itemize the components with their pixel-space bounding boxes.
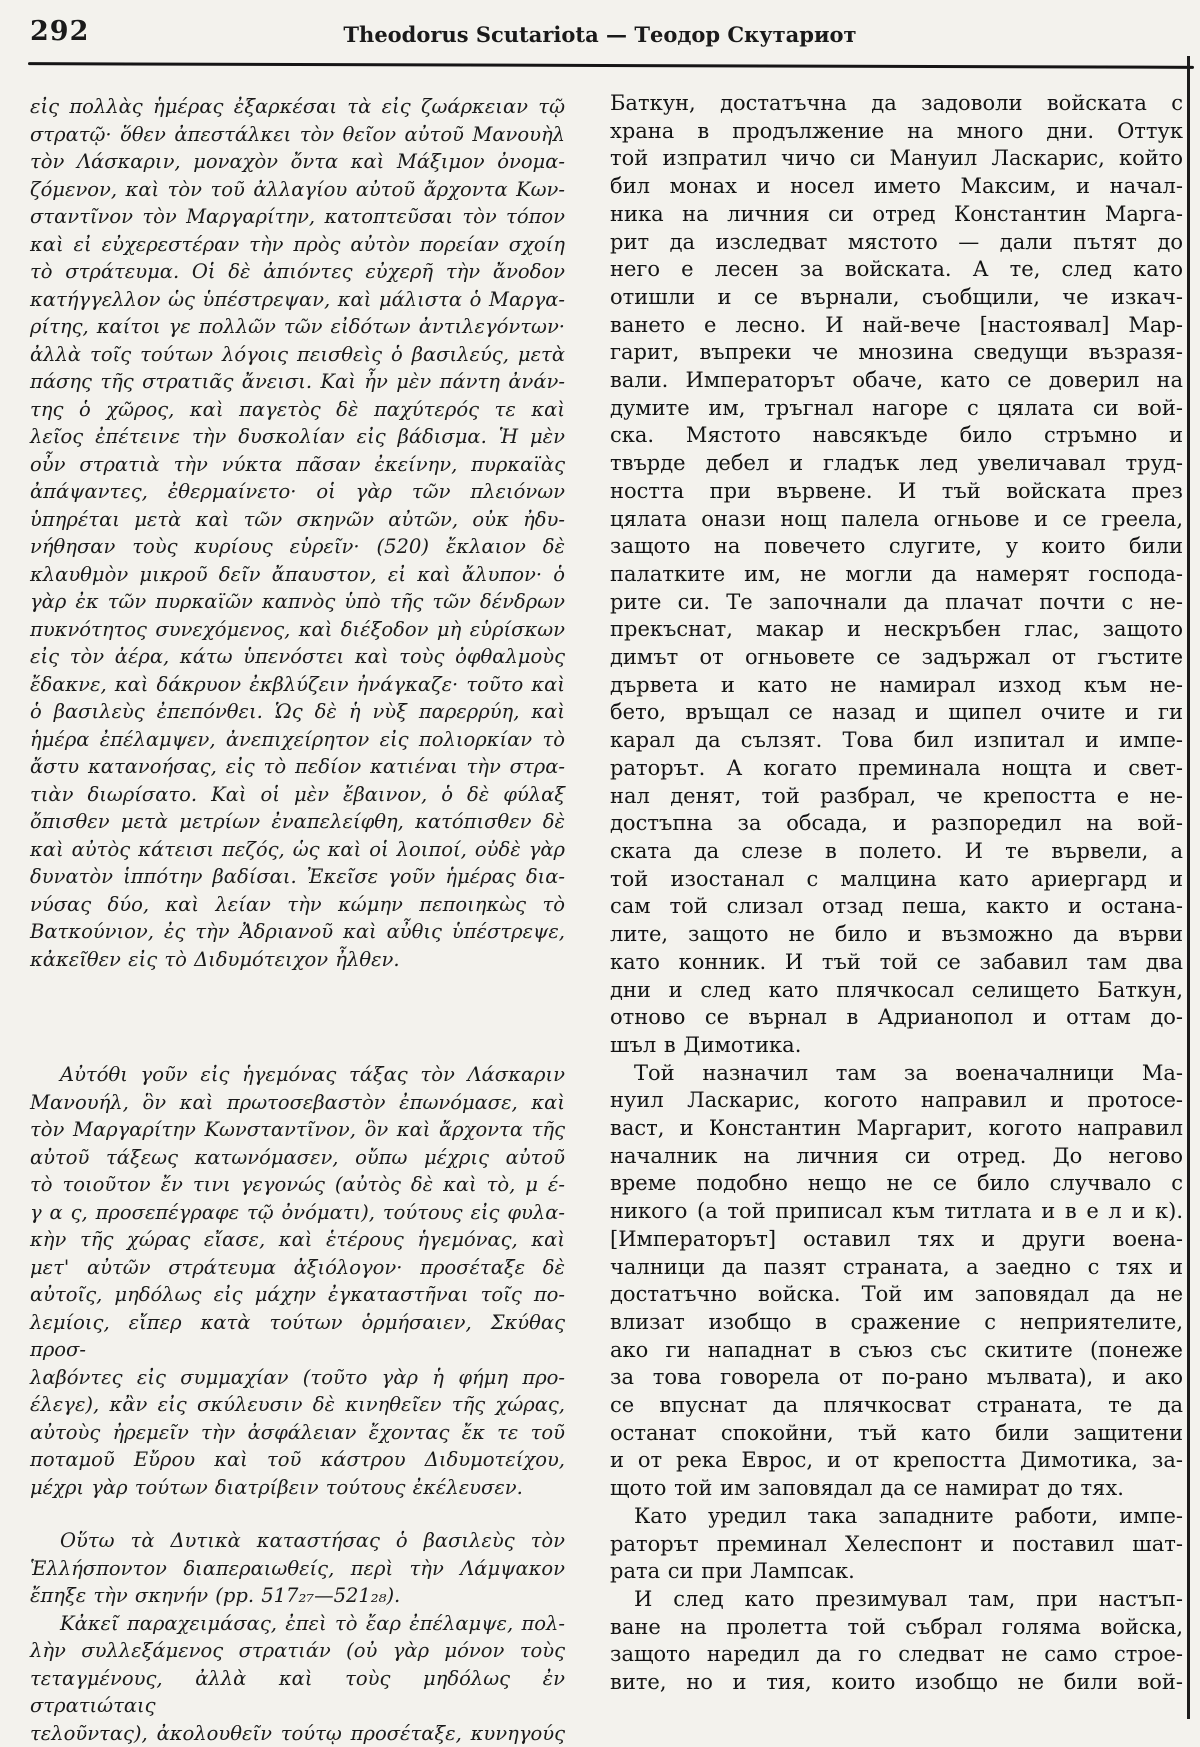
- text-line: бил монах и носел името Максим, и начал-: [610, 173, 1183, 201]
- text-line: началник на личния си отред. До негово: [610, 1143, 1183, 1171]
- text-line: Αὐτόθι γοῦν εἰς ἡγεμόνας τάξας τὸν Λάσκαριν: [30, 1061, 565, 1089]
- text-line: Като уредил така западните работи, импе-: [610, 1503, 1183, 1531]
- text-line: никого (а той приписал към титлата и в е л и к).: [610, 1198, 1183, 1226]
- text-line: лите, защото не било и възможно да върви: [610, 921, 1183, 949]
- text-line: πάσης τῆς στρατιᾶς ἄνεισι. Καὶ ἦν μὲν πάντη ἀνάν-: [30, 368, 565, 396]
- text-line: нал денят, той разбрал, че крепостта е не-: [610, 783, 1183, 811]
- paragraph: [610, 90, 1183, 1060]
- text-line: τιὰν διωρίσατο. Καὶ οἱ μὲν ἔβαινον, ὁ δὲ φύλαξ: [30, 781, 565, 809]
- text-line: καὶ εἰ εὐχερεστέραν τὴν πρὸς αὐτὸν πορείαν σχοίη: [30, 231, 565, 259]
- text-line: Той назначил там за военачалници Ма-: [610, 1060, 1183, 1088]
- text-line: της ὁ χῶρος, καὶ παγετὸς δὲ παχύτερός τε καὶ: [30, 396, 565, 424]
- text-line: οὖν στρατιὰ τὴν νύκτα πᾶσαν ἐκείνην, πυρκαϊὰς: [30, 451, 565, 479]
- text-line: ване на пролетта той събрал голяма войска,: [610, 1614, 1183, 1642]
- text-line: дни и след като плячкосал селището Баткун,: [610, 977, 1183, 1005]
- text-line: ἔδακνε, καὶ δάκρυον ἐκβλύζειν ἠνάγκαζε· τοῦτο καὶ: [30, 671, 565, 699]
- paragraph: [30, 93, 565, 973]
- text-line: И след като презимувал там, при настъп-: [610, 1586, 1183, 1614]
- text-line: ὁ βασιλεὺς ἐπεπόνθει. Ὡς δὲ ἡ νὺξ παρερρύη, καὶ: [30, 698, 565, 726]
- text-line: νήθησαν τοὺς κυρίους εὑρεῖν· (520) ἔκλαιον δὲ: [30, 533, 565, 561]
- text-line: σταντῖνον τὸν Μαργαρίτην, κατοπτεῦσαι τὸν τόπον: [30, 203, 565, 231]
- text-line: κὴν τῆς χώρας εἴασε, καὶ ἑτέρους ἡγεμόνας, καὶ: [30, 1226, 565, 1254]
- text-line: Βατκούνιον, ἐς τὴν Ἀδριανοῦ καὶ αὖθις ὑπέστρεψε,: [30, 918, 565, 946]
- text-line: се впуснат да плячкосват страната, те да: [610, 1392, 1183, 1420]
- bulgarian-text-column: [610, 90, 1183, 1697]
- text-line: ската да слезе в полето. И те вървели, а: [610, 838, 1183, 866]
- text-line: ποταμοῦ Εὔρου καὶ τοῦ κάστρου Διδυμοτείχου,: [30, 1446, 565, 1474]
- text-line: λαβόντες εἰς συμμαχίαν (τοῦτο γὰρ ἡ φήμη προ-: [30, 1364, 565, 1392]
- text-line: прекъснат, макар и нескръбен глас, защото: [610, 616, 1183, 644]
- page-title: Theodorus Scutariota — Теодор Скутариот: [0, 22, 1200, 47]
- text-line: раторът преминал Хелеспонт и поставил шат-: [610, 1531, 1183, 1559]
- text-line: рите си. Те започнали да плачат почти с не-: [610, 589, 1183, 617]
- text-line: той изпратил чичо си Мануил Ласкарис, който: [610, 145, 1183, 173]
- text-line: палатките им, не могли да намерят господа-: [610, 561, 1183, 589]
- text-line: карал да сълзят. Това бил изпитал и импе-: [610, 727, 1183, 755]
- text-line: εἰς πολλὰς ἡμέρας ἐξαρκέσαι τὰ εἰς ζωάρκειαν τῷ: [30, 93, 565, 121]
- text-line: νύσας δύο, καὶ λείαν τὴν κώμην πεποιηκὼς τὸ: [30, 891, 565, 919]
- text-line: васт, и Константин Маргарит, когото направил: [610, 1115, 1183, 1143]
- text-line: λὴν συλλεξάμενος στρατιάν (οὐ γὰρ μόνον τοὺς: [30, 1637, 565, 1665]
- text-line: ἄστυ κατανοήσας, εἰς τὸ πεδίον κατιέναι τὴν στρα-: [30, 753, 565, 781]
- text-line: [Императорът] оставил тях и други воена-: [610, 1226, 1183, 1254]
- text-line: останат спокойни, тъй като били защитени: [610, 1420, 1183, 1448]
- text-line: τεταγμένους, ἀλλὰ καὶ τοὺς μηδόλως ἐν στρατιώταις: [30, 1665, 565, 1720]
- text-line: έλεγε), κἂν εἰς σκύλευσιν δὲ κινηθεῖεν τῆς χώρας,: [30, 1391, 565, 1419]
- text-line: достатъчно войска. Той им заповядал да не: [610, 1281, 1183, 1309]
- text-line: ἀλλὰ τοῖς τούτων λόγοις πεισθεὶς ὁ βασιλεύς, μετὰ: [30, 341, 565, 369]
- text-line: шъл в Димотика.: [610, 1032, 1183, 1060]
- text-line: στρατῷ· ὅθεν ἀπεστάλκει τὸν θεῖον αὐτοῦ Μανουὴλ: [30, 121, 565, 149]
- text-line: ἀπάψαντες, ἐθερμαίνετο· οἱ γὰρ τῶν πλειόνων: [30, 478, 565, 506]
- text-line: като конник. И тъй той се забавил там два: [610, 949, 1183, 977]
- text-line: μέχρι γὰρ τούτων διατρίβειν τούτους ἐκέλευσεν.: [30, 1474, 565, 1502]
- text-line: πυκνότητος συνεχόμενος, καὶ διέξοδον μὴ εὑρίσκων: [30, 616, 565, 644]
- text-line: κἀκεῖθεν εἰς τὸ Διδυμότειχον ἦλθεν.: [30, 946, 565, 974]
- text-line: Μανουήλ, ὃν καὶ πρωτοσεβαστὸν ἐπωνόμασε, καὶ: [30, 1089, 565, 1117]
- text-line: нуил Ласкарис, когото направил и протосе-: [610, 1087, 1183, 1115]
- text-line: Ἑλλήσποντον διαπεραιωθείς, περὶ τὴν Λάμψακον: [30, 1555, 565, 1583]
- text-line: ἡμέρα ἐπέλαμψεν, ἀνεπιχείρητον εἰς πολιορκίαν τὸ: [30, 726, 565, 754]
- text-line: дървета и като не намирал изход към не-: [610, 672, 1183, 700]
- text-line: ника на личния си отред Константин Марга-: [610, 201, 1183, 229]
- text-line: κλαυθμὸν μικροῦ δεῖν ἄπαυστον, εἰ καὶ ἄλυπον· ὁ: [30, 561, 565, 589]
- text-line: отново се върнал в Адрианопол и оттам до-: [610, 1004, 1183, 1032]
- text-line: τὸν Μαργαρίτην Κωνσταντῖνον, ὃν καὶ ἄρχοντα τῆς: [30, 1116, 565, 1144]
- text-line: той изостанал с малцина като ариергард и: [610, 866, 1183, 894]
- text-line: бето, връщал се назад и щипел очите и ги: [610, 699, 1183, 727]
- header-rule: [28, 62, 1194, 68]
- text-line: ἔπηξε τὴν σκηνήν (pp. 517₂₇—521₂₈).: [30, 1582, 565, 1610]
- text-line: τὸν Λάσκαριν, μοναχὸν ὄντα καὶ Μάξιμον ὀνομα-: [30, 148, 565, 176]
- text-line: αὐτοὺς ἠρεμεῖν τὴν ἀσφάλειαν ἔχοντας ἔκ τε τοῦ: [30, 1419, 565, 1447]
- text-line: αὐτοῖς, μηδόλως εἰς μάχην ἐγκαταστῆναι τοῖς πο-: [30, 1281, 565, 1309]
- text-line: време подобно нещо не се било случвало с: [610, 1170, 1183, 1198]
- text-line: αὐτοῦ τάξεως κατωνόμασεν, οὔπω μέχρις αὐτοῦ: [30, 1144, 565, 1172]
- text-line: влизат изобщо в сражение с неприятелите,: [610, 1309, 1183, 1337]
- paragraph: [30, 1061, 565, 1501]
- text-line: λεῖος ἐπέτεινε τὴν δυσκολίαν εἰς βάδισμα. Ἡ μὲν: [30, 423, 565, 451]
- paragraph: [610, 1060, 1183, 1503]
- paragraph: [30, 1610, 565, 1747]
- text-line: достъпна за обсада, и разпоредил на вой-: [610, 810, 1183, 838]
- text-line: димът от огньовете се задържал от гъстите: [610, 644, 1183, 672]
- text-line: Κἀκεῖ παραχειμάσας, ἐπεὶ τὸ ἔαρ ἐπέλαμψε, πολ-: [30, 1610, 565, 1638]
- text-line: твърде дебел и гладък лед увеличавал труд-: [610, 450, 1183, 478]
- page-edge-line: [1187, 56, 1190, 1719]
- text-line: рит да изследват мястото — дали пътят до: [610, 229, 1183, 257]
- text-line: μετ' αὐτῶν στράτευμα ἀξιόλογον· προσέταξε δὲ: [30, 1254, 565, 1282]
- text-line: λεμίοις, εἴπερ κατὰ τούτων ὁρμήσαιεν, Σκύθας προσ-: [30, 1309, 565, 1364]
- text-line: раторът. А когато преминала нощта и свет-: [610, 755, 1183, 783]
- text-line: τὸ στράτευμα. Οἱ δὲ ἀπιόντες εὐχερῆ τὴν ἄνοδον: [30, 258, 565, 286]
- text-line: κατήγγελλον ὡς ὑπέστρεψαν, καὶ μάλιστα ὁ Μαργα-: [30, 286, 565, 314]
- text-line: вите, но и тия, които изобщо не били вой-: [610, 1669, 1183, 1697]
- text-line: вали. Императорът обаче, като се доверил на: [610, 367, 1183, 395]
- text-line: Баткун, достатъчна да задоволи войската с: [610, 90, 1183, 118]
- text-line: защото на повечето слугите, у които били: [610, 533, 1183, 561]
- text-line: ността при вървене. И тъй войската през: [610, 478, 1183, 506]
- text-line: думите им, тръгнал нагоре с цялата си вой-: [610, 395, 1183, 423]
- text-line: ὄπισθεν μετὰ μετρίων ἐναπελείφθη, κατόπισθεν δὲ: [30, 808, 565, 836]
- text-line: Οὕτω τὰ Δυτικὰ καταστήσας ὁ βασιλεὺς τὸν: [30, 1527, 565, 1555]
- paragraph: [30, 1527, 565, 1610]
- greek-text-column: [30, 93, 565, 1747]
- text-line: ска. Мястото навсякъде било стръмно и: [610, 422, 1183, 450]
- page-number: 292: [30, 16, 89, 47]
- text-line: ако ги нападнат в съюз със скитите (понеже: [610, 1337, 1183, 1365]
- text-line: защото наредил да го следват не само строе-: [610, 1641, 1183, 1669]
- text-line: γὰρ ἐκ τῶν πυρκαϊῶν καπνὸς ὑπὸ τῆς τῶν δένδρων: [30, 588, 565, 616]
- text-line: τελοῦντας), ἀκολουθεῖν τούτῳ προσέταξε, κυνηγούς: [30, 1720, 565, 1747]
- text-line: и от река Еврос, и от крепостта Димотика, за-: [610, 1447, 1183, 1475]
- text-line: ρίτης, καίτοι γε πολλῶν τῶν εἰδότων ἀντιλεγόντων·: [30, 313, 565, 341]
- text-line: него е лесен за войската. А те, след като: [610, 256, 1183, 284]
- text-line: γ α ς, προσεπέγραφε τῷ ὀνόματι), τούτους εἰς φυλα-: [30, 1199, 565, 1227]
- text-line: τὸ τοιοῦτον ἔν τινι γεγονώς (αὐτὸς δὲ καὶ τὸ, μ έ-: [30, 1171, 565, 1199]
- text-line: ζόμενον, καὶ τὸν τοῦ ἀλλαγίου αὐτοῦ ἄρχοντα Κων-: [30, 176, 565, 204]
- paragraph: [610, 1503, 1183, 1586]
- text-line: ването е лесно. И най-вече [настоявал] Мар-: [610, 312, 1183, 340]
- text-line: цялата онази нощ палела огньове и се греела,: [610, 506, 1183, 534]
- text-line: εἰς τὸν ἀέρα, κάτω ὑπενόστει καὶ τοὺς ὀφθαλμοὺς: [30, 643, 565, 671]
- text-line: отишли и се върнали, съобщили, че изкач-: [610, 284, 1183, 312]
- text-line: храна в продължение на много дни. Оттук: [610, 118, 1183, 146]
- text-line: гарит, въпреки че мнозина сведущи възразя-: [610, 339, 1183, 367]
- text-line: ὑπηρέται μετὰ καὶ τῶν σκηνῶν αὐτῶν, οὐκ ἠδυ-: [30, 506, 565, 534]
- text-line: рата си при Лампсак.: [610, 1558, 1183, 1586]
- text-line: δυνατὸν ἱππότην βαδίσαι. Ἐκεῖσε γοῦν ἡμέρας δια-: [30, 863, 565, 891]
- paragraph: [610, 1586, 1183, 1697]
- text-line: чалници да пазят страната, а заедно с тях и: [610, 1254, 1183, 1282]
- text-line: за това говорела от по-рано мълвата), и ако: [610, 1364, 1183, 1392]
- text-line: сам той слизал отзад пеша, както и остана-: [610, 893, 1183, 921]
- text-line: щото той им заповядал да се намират до тях.: [610, 1475, 1183, 1503]
- text-line: καὶ αὐτὸς κάτεισι πεζός, ὡς καὶ οἱ λοιποί, οὐδὲ γὰρ: [30, 836, 565, 864]
